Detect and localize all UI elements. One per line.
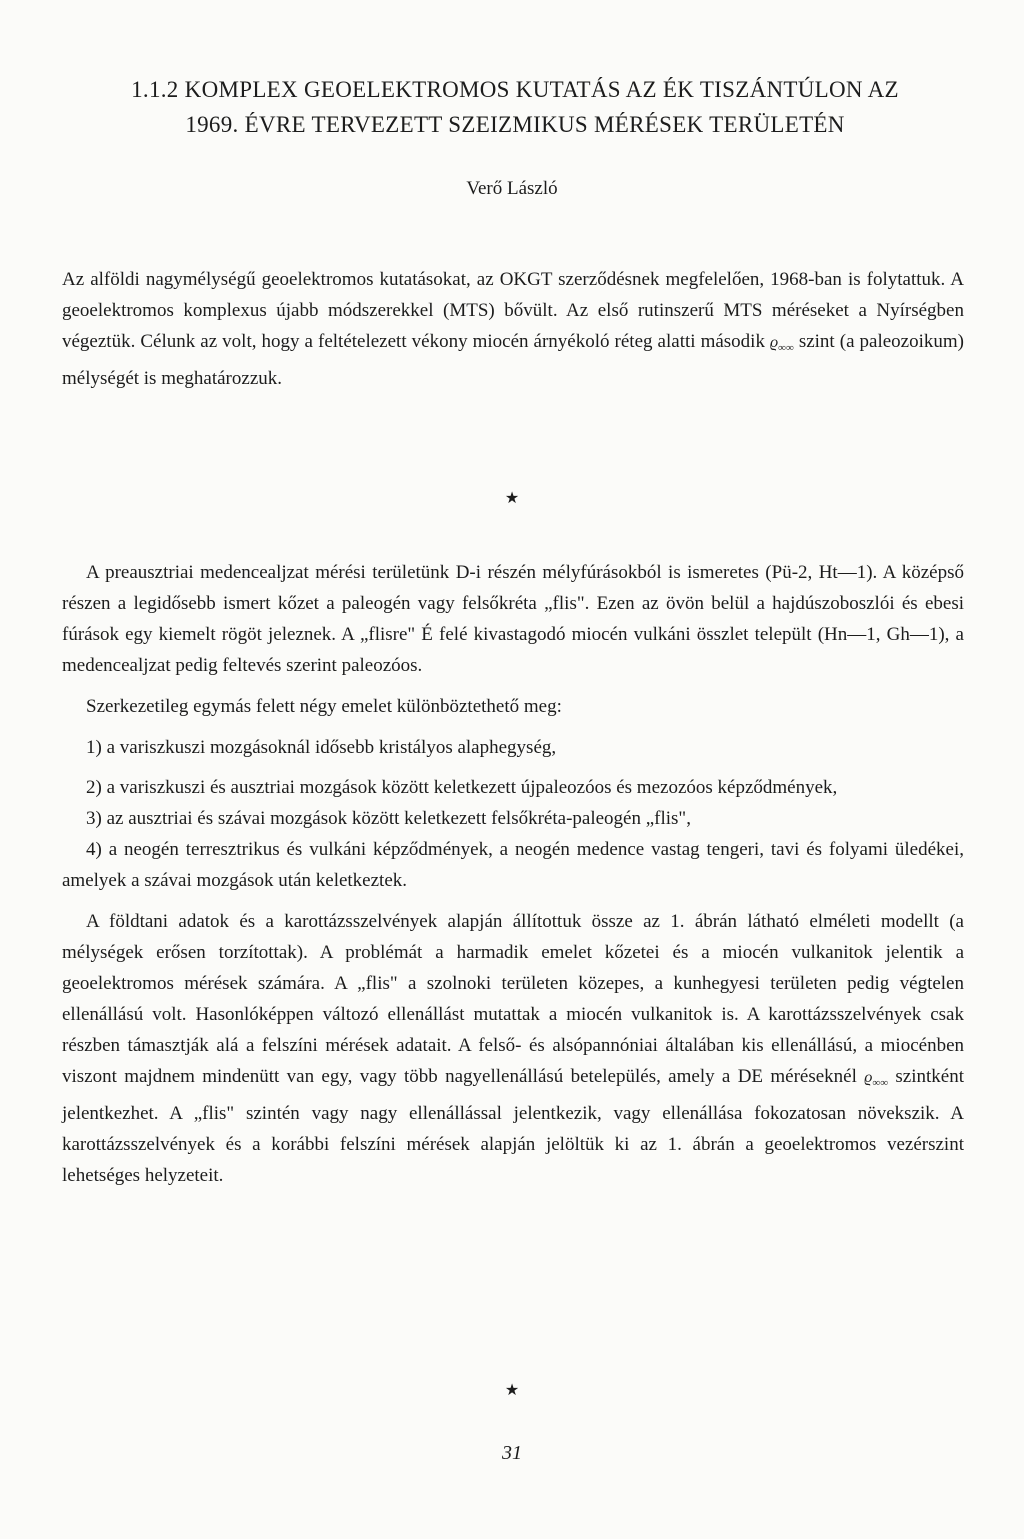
model-text-start: A földtani adatok és a karottázsszelvények alapján állítottuk össze az 1. ábrán látható elméleti modellt (a mélységek erősen torzítottak). A problémát a harmadik emelet kőzetei és a miocén vulkanitok jelentik a geoelektromos mérések számára. A „flis" a szolnoki területen közepes, a kunhegyesi területen pedig végtelen ellenállású volt. Hasonlóképpen változó ellenállást mutattak a miocén vulkanitok is. A karottázsszelvények csak részben támasztják alá a felszíni mérések adatait. A felső- és alsópannóniai általában kis ellenállású, a miocénben viszont majdnem mindenütt van egy, vagy több nagyellenállású betelepülés, amely a DE méréseknél <box>62 911 964 1087</box>
rho-infinity-symbol: $ϱ_{\infty\infty}$ <box>769 333 794 354</box>
main-text <box>62 558 964 1191</box>
section-separator-star: ★ <box>504 1380 520 1399</box>
heading-line-1: 1.1.2 KOMPLEX GEOELEKTROMOS KUTATÁS AZ ÉK TISZÁNTÚLON AZ <box>131 77 899 102</box>
page-number: 31 <box>502 1442 522 1464</box>
abstract-paragraph <box>62 265 964 395</box>
section-separator-star: ★ <box>504 488 520 507</box>
author-name: Verő László <box>466 178 558 199</box>
list-item-3: 3) az ausztriai és szávai mozgások között keletkezett felsőkréta-paleogén „flis", <box>86 808 691 830</box>
list-item-2: 2) a variszkuszi és ausztriai mozgások között keletkezett újpaleozóos és mezozóos képződmények, <box>86 777 838 799</box>
heading-line-2: 1969. ÉVRE TERVEZETT SZEIZMIKUS MÉRÉSEK TERÜLETÉN <box>185 112 845 137</box>
paragraph-basement: A preausztriai medencealjzat mérési területünk D-i részén mélyfúrásokból is ismeretes (Pü-2, Ht—1). A középső részen a legidősebb ismert kőzet a paleogén vagy felsőkréta „flis". Ezen az övön belül a hajdúszoboszlói és ebesi fúrások egy kiemelt rögöt jeleznek. A „flisre" É felé kivastagodó miocén vulkáni összlet települt (Hn—1, Gh—1), a medencealjzat pedig feltevés szerint paleozóos. <box>62 562 964 676</box>
paragraph-structure-intro: Szerkezetileg egymás felett négy emelet különböztethető meg: <box>86 695 562 717</box>
list-item-4: 4) a neogén terresztrikus és vulkáni képződmények, a neogén medence vastag tengeri, tavi és folyami üledékei, amelyek a szávai mozgások után keletkeztek. <box>62 839 964 892</box>
abstract-text-start: Az alföldi nagymélységű geoelektromos kutatásokat, az OKGT szerződésnek megfelelően, 1968-ban is folytattuk. A geoelektromos komplexus újabb módszerekkel (MTS) bővült. Az első rutinszerű MTS méréseket a Nyírségben végeztük. Célunk az volt, hogy a feltételezett vékony miocén árnyékoló réteg alatti második <box>62 269 964 352</box>
rho-infinity-symbol: $ϱ_{\infty\infty}$ <box>864 1068 889 1089</box>
list-item-1: 1) a variszkuszi mozgásoknál idősebb kristályos alaphegység, <box>86 736 557 758</box>
model-text-end: szintként jelentkezhet. A „flis" szintén vagy nagy ellenállással jelentkezik, vagy ellenállása fokozatosan növekszik. A karottázsszelvények és a korábbi felszíni mérések alapján jelöltük ki az 1. ábrán a geoelektromos vezérszint lehetséges helyzeteit. <box>62 1065 964 1186</box>
article-heading <box>60 72 970 142</box>
paragraph-model <box>62 907 964 1191</box>
abstract-text-end: szint (a paleozoikum) mélységét is meghatározzuk. <box>62 330 964 389</box>
